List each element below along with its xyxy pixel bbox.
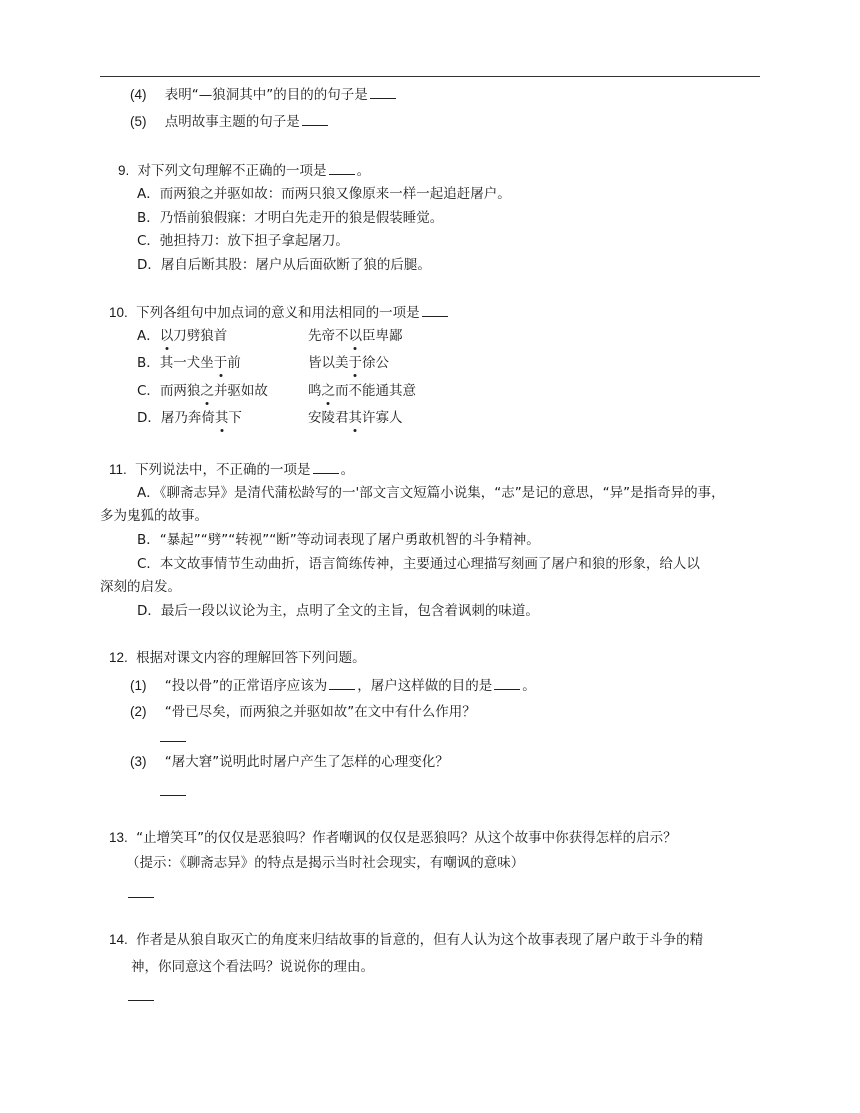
q12-sub2-answer[interactable]	[160, 727, 186, 748]
q12-sub1	[130, 675, 536, 696]
q11-option-b[interactable]: B．“暴起”“劈”“转视”“断”等动词表现了屠户勇敢机智的斗争精神。	[137, 532, 540, 548]
q11-option-c-line1[interactable]: C．本文故事情节生动曲折，语言简练传神，主要通过心理描写刻画了屠户和狼的形象，给人以	[137, 556, 700, 572]
sentence-text: 而两狼	[159, 383, 201, 399]
q14-line2: 神，你同意这个看法吗？说说你的理由。	[131, 959, 374, 975]
dotted-word: 于	[348, 355, 362, 371]
dotted-word: 其	[348, 410, 362, 426]
q12-sub2-text: “骨已尽矣，而两狼之并驱如故”在文中有什么作用？	[164, 704, 476, 720]
answer-blank[interactable]	[422, 302, 448, 317]
dotted-word: 以	[348, 328, 362, 344]
q14-number: 14.	[109, 932, 128, 947]
dotted-word: 以	[159, 328, 174, 344]
q14-line1	[109, 930, 703, 950]
q11-option-c-line2: 深刻的启发。	[100, 579, 181, 595]
q12-sub1-text: “投以骨”的正常语序应该为	[164, 678, 328, 694]
q14-stem-text: 作者是从狼自取灭亡的角度来归结故事的旨意的，但有人认为这个故事表现了屠户敢于斗争的精	[136, 932, 704, 948]
q10-number: 10.	[109, 305, 128, 320]
q9-stem-text: 对下列文句理解不正确的一项是	[137, 163, 327, 179]
q12-stem	[109, 648, 366, 668]
q13-answer[interactable]	[128, 883, 154, 904]
q11-stem-end: 。	[340, 462, 355, 478]
sentence-text: 许寡人	[362, 410, 403, 426]
q9-option-c[interactable]: C．弛担持刀：放下担子拿起屠刀。	[137, 233, 349, 249]
q10-stem	[109, 302, 450, 323]
answer-blank[interactable]	[302, 111, 328, 126]
q12-stem-text: 根据对课文内容的理解回答下列问题。	[136, 650, 366, 666]
q9-stem-end: 。	[356, 163, 371, 179]
answer-blank[interactable]	[370, 84, 396, 99]
sentence-text: 皆以美	[308, 355, 349, 371]
q12-sub1-text: ，屠户这样做的目的是	[357, 678, 493, 694]
q9-number: 9.	[118, 163, 130, 178]
dotted-word: 之	[321, 383, 335, 399]
sentence-text: 其一犬坐	[159, 355, 214, 371]
q10-option-a[interactable]	[137, 326, 467, 346]
sentence-text: 屠乃奔倚	[160, 410, 215, 426]
q11-option-d[interactable]: D．最后一段以议论为主，点明了全文的主旨，包含着讽刺的味道。	[137, 603, 539, 619]
sentence-text: 并驱如故	[213, 383, 268, 399]
q8-sub4-num: (4)	[130, 87, 147, 102]
q13-stem	[109, 828, 677, 848]
q11-option-a-line2: 多为鬼狐的故事。	[100, 508, 208, 524]
q10-stem-text: 下列各组句中加点词的意义和用法相同的一项是	[136, 305, 420, 321]
q13-number: 13.	[109, 830, 128, 845]
q10-option-d[interactable]	[137, 408, 467, 428]
q12-sub1-num: (1)	[130, 678, 147, 693]
option-letter: A．	[137, 328, 160, 344]
header-rule	[100, 76, 760, 77]
q12-sub2-num: (2)	[130, 704, 147, 719]
sentence-text: 而不能通其意	[335, 383, 416, 399]
q11-stem	[109, 459, 354, 480]
q8-sub5-num: (5)	[130, 114, 147, 129]
q14-answer[interactable]	[128, 986, 154, 1007]
sentence-text: 徐公	[362, 355, 389, 371]
q11-stem-text: 下列说法中，不正确的一项是	[135, 462, 311, 478]
q13-hint: （提示：《聊斋志异》的特点是揭示当时社会现实，有嘲讽的意味）	[126, 855, 525, 871]
answer-blank[interactable]	[160, 781, 186, 796]
answer-blank[interactable]	[313, 459, 339, 474]
q8-sub5-text: 点明故事主题的句子是	[164, 114, 300, 130]
dotted-word: 之	[200, 383, 214, 399]
q8-sub5	[130, 111, 330, 132]
q9-option-b[interactable]: B．乃悟前狼假寐：才明白先走开的狼是假装睡觉。	[137, 210, 444, 226]
dotted-word: 其	[214, 410, 229, 426]
dotted-word: 于	[213, 355, 228, 371]
sentence-text: 前	[227, 355, 241, 371]
q12-sub1-text: 。	[522, 678, 536, 694]
sentence-text: 臣卑鄙	[362, 328, 403, 344]
q11-number: 11.	[109, 462, 127, 477]
q12-sub3-text: “屠大窘”说明此时屠户产生了怎样的心理变化？	[164, 754, 449, 770]
q13-stem-text: “止增笑耳”的仅仅是恶狼吗？作者嘲讽的仅仅是恶狼吗？从这个故事中你获得怎样的启示？	[136, 830, 677, 846]
q12-sub2	[130, 702, 476, 722]
option-letter: C．	[137, 383, 160, 399]
answer-blank[interactable]	[329, 675, 355, 690]
sentence-text: 刀劈狼首	[173, 328, 228, 344]
q12-sub3-num: (3)	[130, 754, 147, 769]
answer-blank[interactable]	[494, 675, 520, 690]
q12-sub3	[130, 752, 449, 772]
q9-stem	[118, 160, 370, 181]
q12-number: 12.	[109, 650, 128, 665]
answer-blank[interactable]	[329, 160, 355, 175]
option-letter: D．	[137, 410, 161, 426]
q10-option-c[interactable]	[137, 381, 467, 401]
q12-sub3-answer[interactable]	[160, 781, 186, 802]
answer-blank[interactable]	[160, 727, 186, 742]
sentence-text: 下	[228, 410, 242, 426]
q10-option-b[interactable]	[137, 353, 467, 373]
q11-option-a-line1[interactable]: A．《聊斋志异》是清代蒲松龄写的一'部文言文短篇小说集，“志”是记的意思，“异”是指奇异的事，	[137, 485, 725, 501]
q8-sub4-text: 表明“—狼洞其中”的目的的句子是	[164, 87, 368, 103]
sentence-text: 安陵君	[308, 410, 349, 426]
answer-blank[interactable]	[128, 986, 154, 1001]
q9-option-d[interactable]: D．屠自后断其股：屠户从后面砍断了狼的后腿。	[137, 257, 431, 273]
q9-option-a[interactable]: A．而两狼之并驱如故：而两只狼又像原来一样一起追赶屠户。	[137, 186, 511, 202]
option-letter: B．	[137, 355, 160, 371]
sentence-text: 先帝不	[308, 328, 349, 344]
sentence-text: 鸣	[308, 383, 322, 399]
answer-blank[interactable]	[128, 883, 154, 898]
q8-sub4	[130, 84, 398, 105]
